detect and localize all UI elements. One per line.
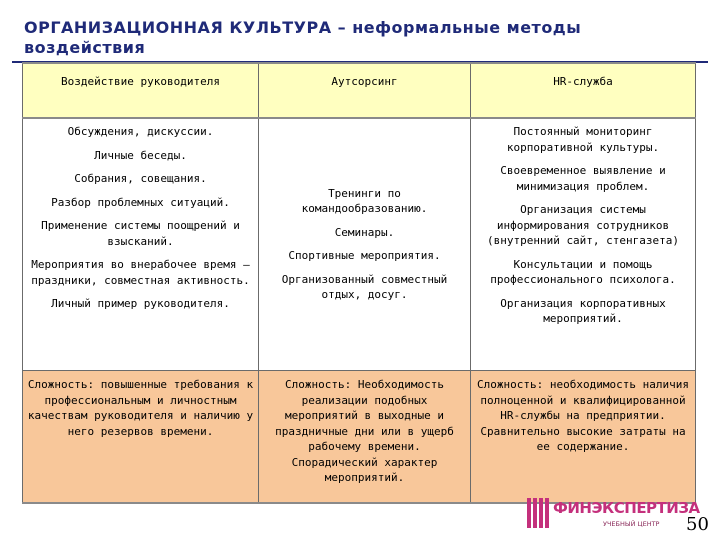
difficulty-row: [23, 371, 696, 504]
list-item: Собрания, совещания.: [74, 172, 207, 185]
list-item: Мероприятия во внерабочее время – праздники, совместная активность.: [31, 258, 250, 287]
manager-methods-cell: [23, 118, 259, 371]
logo-subtitle: УЧЕБНЫЙ ЦЕНТР: [603, 520, 660, 528]
list-item: Обсуждения, дискуссии.: [67, 125, 214, 138]
methods-row: [23, 118, 696, 371]
list-item: Консультации и помощь профессионального психолога.: [490, 257, 676, 286]
slide-title: ОРГАНИЗАЦИОННАЯ КУЛЬТУРА – неформальные методы воздействия: [24, 18, 582, 57]
list-item: Спортивные мероприятия.: [288, 249, 441, 263]
list-item: Тренинги по командообразованию.: [301, 186, 428, 216]
difficulty-hr: Сложность: необходимость наличия полноценной и квалифицированной HR-службы на предприятии. Сравнительно высокие затраты на ее содержание.: [471, 371, 696, 504]
list-item: Организация системы информирования сотрудников (внутренний сайт, стенгазета): [486, 203, 680, 247]
header-manager-influence: Воздействие руководителя: [23, 63, 259, 118]
list-item: Организованный совместный отдых, досуг.: [281, 272, 448, 302]
outsourcing-methods-cell: [259, 118, 471, 371]
list-item: Применение системы поощрений и взысканий.: [41, 219, 240, 248]
list-item: Постоянный мониторинг корпоративной культуры.: [506, 125, 660, 154]
list-item: Личные беседы.: [94, 148, 187, 162]
difficulty-manager: Сложность: повышенные требования к профессиональным и личностным качествам руководителя и наличию у него резервов времени.: [23, 371, 259, 504]
methods-table: [22, 62, 696, 504]
list-item: Личный пример руководителя.: [51, 297, 230, 310]
table-header-row: [23, 63, 696, 118]
list-item: Семинары.: [334, 225, 395, 239]
difficulty-outsourcing: Сложность: Необходимость реализации подобных мероприятий в выходные и праздничные дни или в ущерб рабочему времени. Спорадический характер мероприятий.: [259, 371, 471, 504]
list-item: Своевременное выявление и минимизация проблем.: [500, 164, 666, 193]
header-outsourcing: Аутсорсинг: [259, 63, 471, 118]
logo-bars-icon: [527, 498, 549, 528]
list-item: Организация корпоративных мероприятий.: [500, 296, 666, 325]
logo-name: ФИНЭКСПЕРТИЗА: [553, 499, 700, 517]
page-number: 50: [686, 514, 709, 535]
hr-methods-cell: [471, 118, 696, 371]
header-hr-service: HR-служба: [471, 63, 696, 118]
list-item: Разбор проблемных ситуаций.: [51, 195, 230, 209]
